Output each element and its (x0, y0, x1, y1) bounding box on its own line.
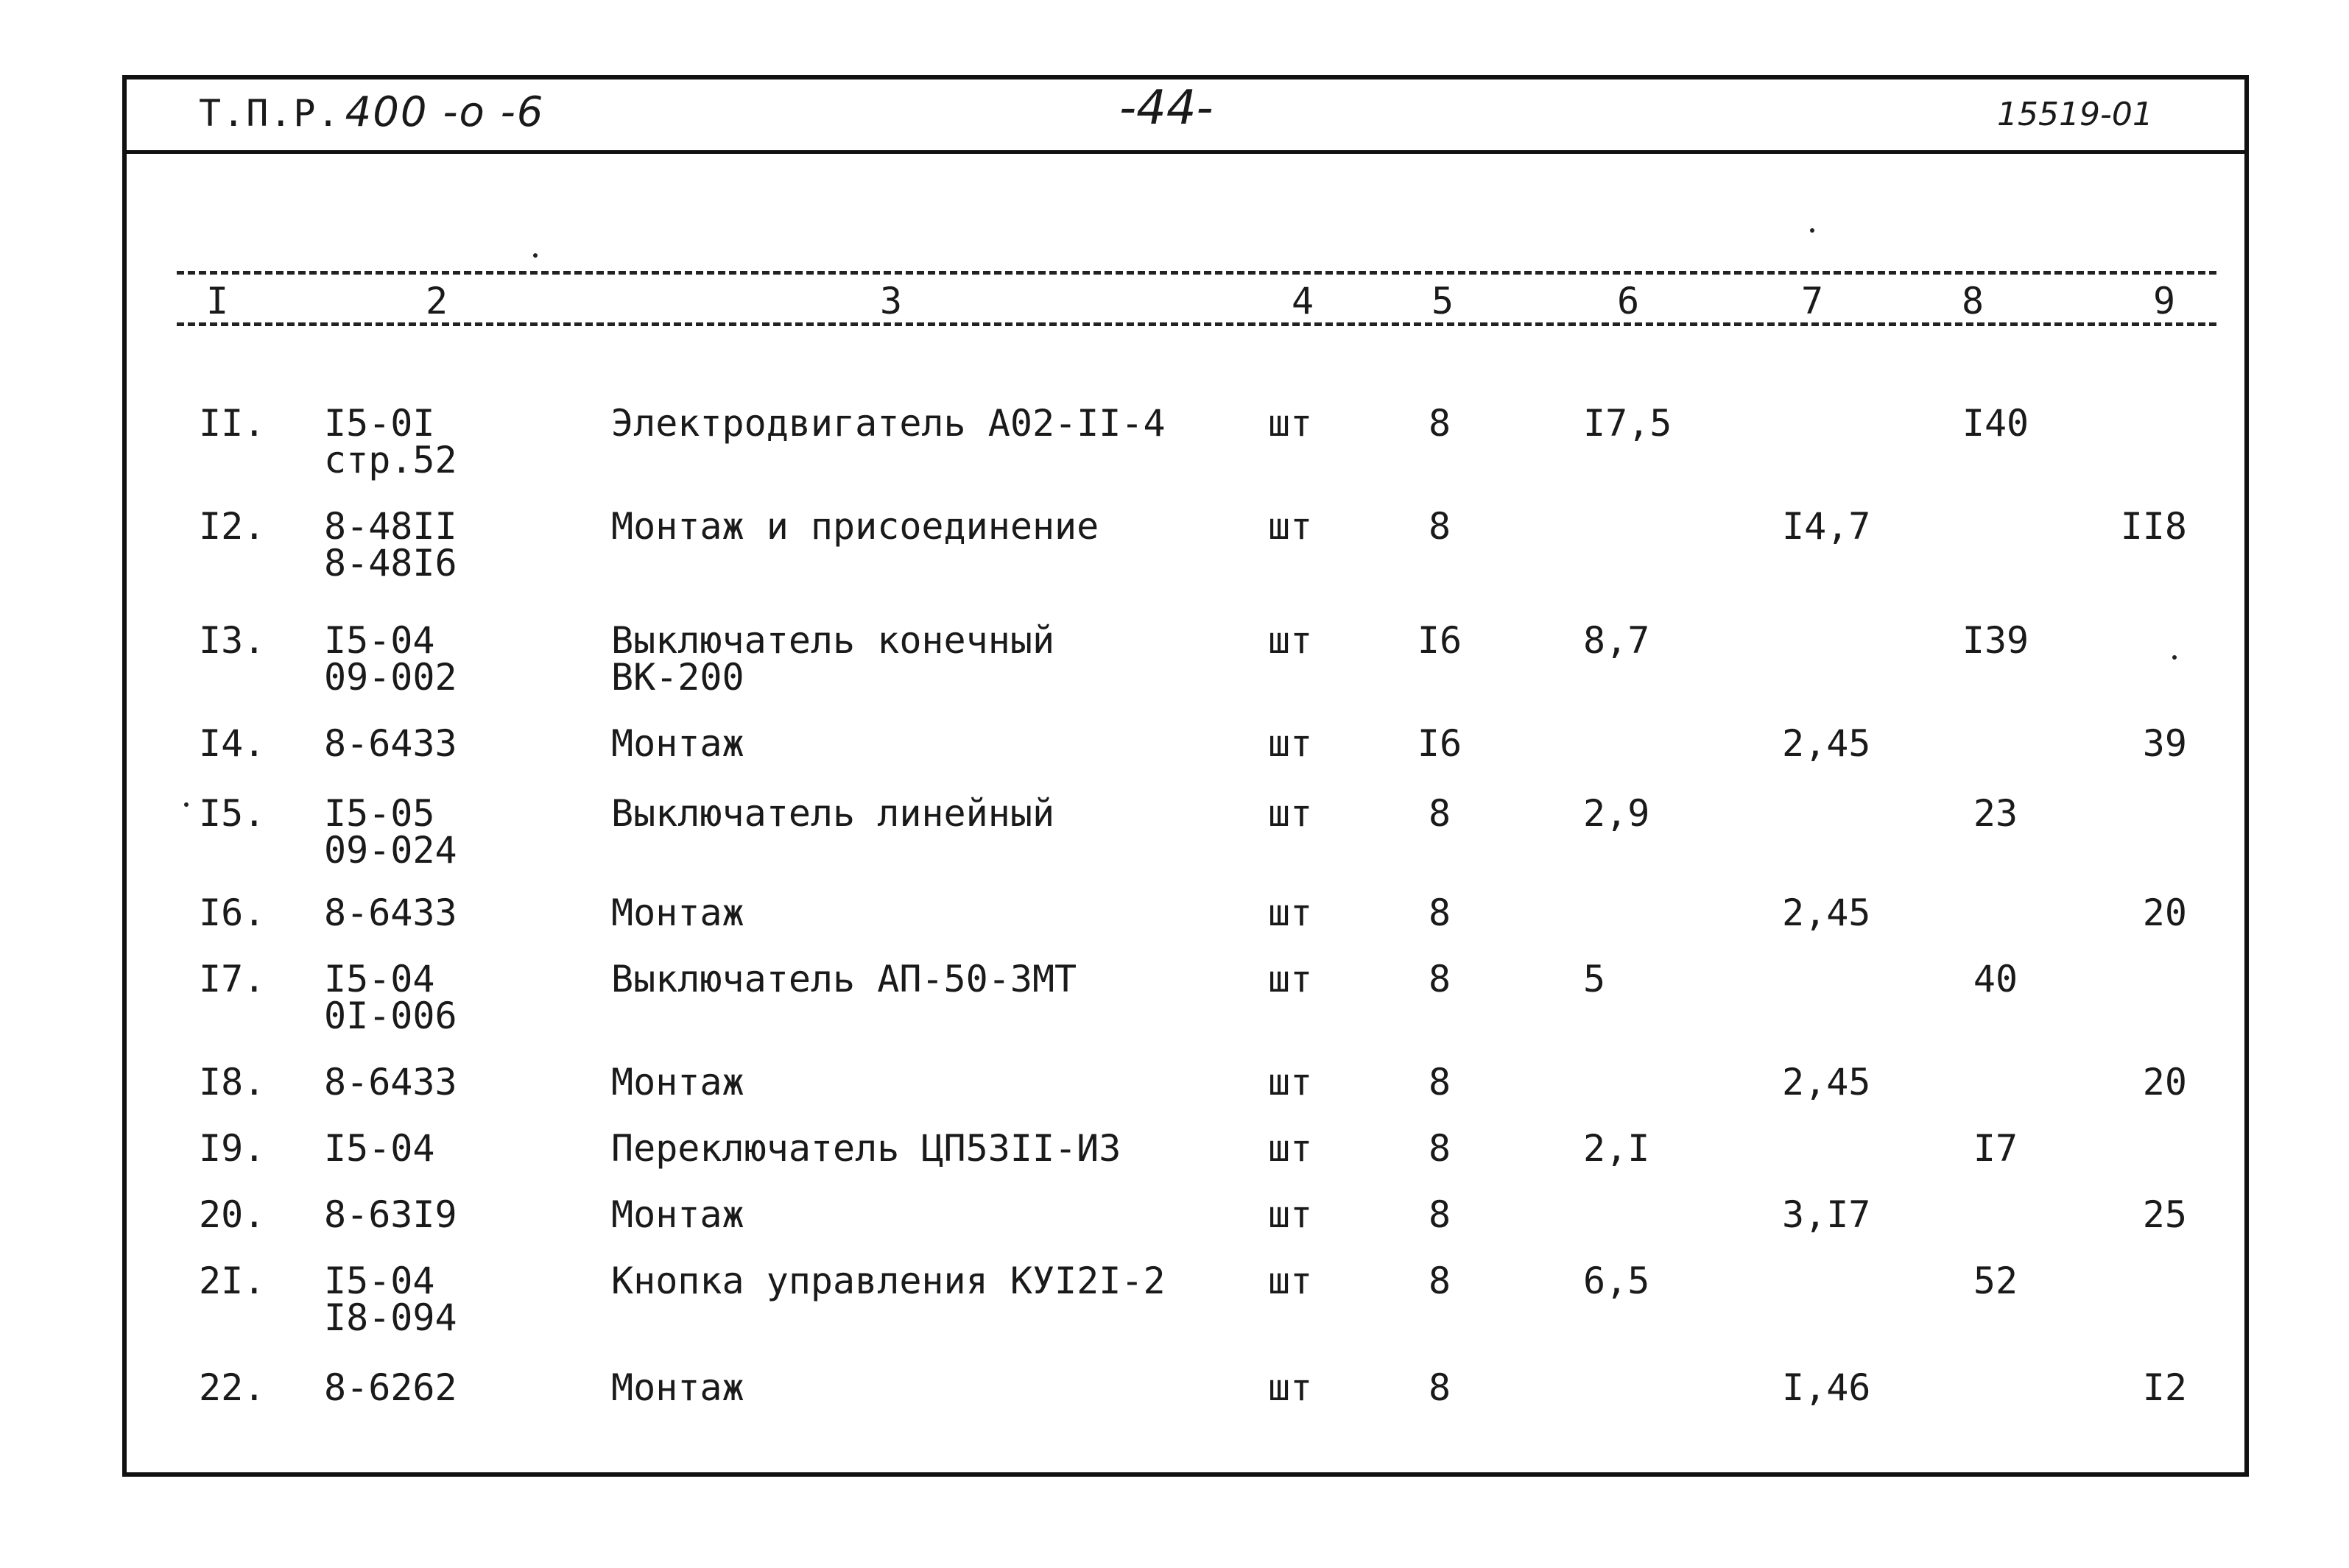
work-name: Выключатель АП-50-3МТ (611, 958, 1077, 1000)
document-code-handwritten: 400 -о -6 (345, 88, 545, 136)
quantity: 8 (1428, 1366, 1451, 1409)
header-divider (122, 150, 2249, 154)
scan-speck (533, 253, 538, 258)
norm-code: I5-04 (324, 1127, 435, 1170)
quantity: 8 (1428, 1260, 1451, 1302)
column-number-4: 4 (1292, 280, 1314, 322)
value-col-8: 40 (1973, 958, 2018, 1000)
row-number: I3. (199, 619, 266, 662)
unit: шт (1268, 792, 1313, 835)
document-code-printed: Т.П.Р. (199, 92, 341, 135)
work-name: Монтаж (611, 1061, 744, 1103)
column-number-8: 8 (1962, 280, 1984, 322)
row-number: I8. (199, 1061, 266, 1103)
norm-code: 8-6262 (324, 1366, 457, 1409)
work-name: Электродвигатель А02-II-4 (611, 402, 1166, 445)
work-name: Выключатель конечный ВК-200 (611, 619, 1055, 699)
value-col-7: I4,7 (1782, 505, 1871, 548)
value-col-7: I,46 (1782, 1366, 1871, 1409)
column-number-1: I (206, 280, 229, 322)
work-name: Переключатель ЦП53II-ИЗ (611, 1127, 1121, 1170)
row-number: 22. (199, 1366, 266, 1409)
row-number: I2. (199, 505, 266, 548)
column-number-3: 3 (880, 280, 903, 322)
column-number-9: 9 (2153, 280, 2176, 322)
document-number: 15519-01 (1997, 96, 2153, 133)
value-col-7: 3,I7 (1782, 1193, 1871, 1236)
value-col-9: II8 (2120, 505, 2187, 548)
column-number-2: 2 (426, 280, 448, 322)
column-number-5: 5 (1431, 280, 1454, 322)
quantity: 8 (1428, 1127, 1451, 1170)
norm-code: I5-04 09-002 (324, 619, 457, 699)
unit: шт (1268, 891, 1313, 934)
work-name: Монтаж (611, 1366, 744, 1409)
value-col-6: 8,7 (1583, 619, 1650, 662)
value-col-8: I7 (1973, 1127, 2018, 1170)
unit: шт (1268, 619, 1313, 662)
row-number: I5. (199, 792, 266, 835)
norm-code: I5-05 09-024 (324, 792, 457, 872)
row-number: I4. (199, 722, 266, 765)
value-col-9: I2 (2142, 1366, 2187, 1409)
document-code (199, 88, 544, 136)
column-number-6: 6 (1617, 280, 1640, 322)
norm-code: 8-63I9 (324, 1193, 457, 1236)
row-number: I9. (199, 1127, 266, 1170)
value-col-9: 39 (2142, 722, 2187, 765)
column-header-rule-top (177, 271, 2216, 275)
page-number: -44- (1119, 81, 1214, 135)
row-number: II. (199, 402, 266, 445)
column-header-rule-bottom (177, 322, 2216, 326)
value-col-8: 52 (1973, 1260, 2018, 1302)
value-col-9: 20 (2142, 891, 2187, 934)
scan-speck (2172, 655, 2177, 660)
quantity: 8 (1428, 792, 1451, 835)
unit: шт (1268, 1366, 1313, 1409)
quantity: 8 (1428, 402, 1451, 445)
norm-code: 8-6433 (324, 891, 457, 934)
quantity: I6 (1417, 722, 1462, 765)
norm-code: 8-6433 (324, 722, 457, 765)
value-col-6: 6,5 (1583, 1260, 1650, 1302)
quantity: I6 (1417, 619, 1462, 662)
norm-code: I5-04 0I-006 (324, 958, 457, 1037)
value-col-9: 20 (2142, 1061, 2187, 1103)
scan-speck (184, 802, 189, 807)
quantity: 8 (1428, 505, 1451, 548)
unit: шт (1268, 1193, 1313, 1236)
work-name: Монтаж и присоединение (611, 505, 1099, 548)
norm-code: I5-0I стр.52 (324, 402, 457, 481)
unit: шт (1268, 722, 1313, 765)
value-col-8: 23 (1973, 792, 2018, 835)
work-name: Монтаж (611, 1193, 744, 1236)
value-col-7: 2,45 (1782, 1061, 1871, 1103)
work-name: Монтаж (611, 722, 744, 765)
unit: шт (1268, 402, 1313, 445)
unit: шт (1268, 1061, 1313, 1103)
row-number: I7. (199, 958, 266, 1000)
quantity: 8 (1428, 1061, 1451, 1103)
value-col-7: 2,45 (1782, 891, 1871, 934)
scan-speck (1810, 228, 1814, 233)
work-name: Монтаж (611, 891, 744, 934)
value-col-8: I39 (1962, 619, 2029, 662)
unit: шт (1268, 1127, 1313, 1170)
quantity: 8 (1428, 958, 1451, 1000)
value-col-9: 25 (2142, 1193, 2187, 1236)
work-name: Кнопка управления КУI2I-2 (611, 1260, 1166, 1302)
quantity: 8 (1428, 891, 1451, 934)
value-col-8: I40 (1962, 402, 2029, 445)
value-col-6: 2,9 (1583, 792, 1650, 835)
row-number: I6. (199, 891, 266, 934)
unit: шт (1268, 505, 1313, 548)
unit: шт (1268, 1260, 1313, 1302)
column-number-7: 7 (1801, 280, 1824, 322)
value-col-6: 5 (1583, 958, 1606, 1000)
unit: шт (1268, 958, 1313, 1000)
value-col-7: 2,45 (1782, 722, 1871, 765)
quantity: 8 (1428, 1193, 1451, 1236)
norm-code: I5-04 I8-094 (324, 1260, 457, 1339)
row-number: 2I. (199, 1260, 266, 1302)
work-name: Выключатель линейный (611, 792, 1055, 835)
value-col-6: 2,I (1583, 1127, 1650, 1170)
norm-code: 8-48II 8-48I6 (324, 505, 457, 585)
row-number: 20. (199, 1193, 266, 1236)
value-col-6: I7,5 (1583, 402, 1672, 445)
norm-code: 8-6433 (324, 1061, 457, 1103)
